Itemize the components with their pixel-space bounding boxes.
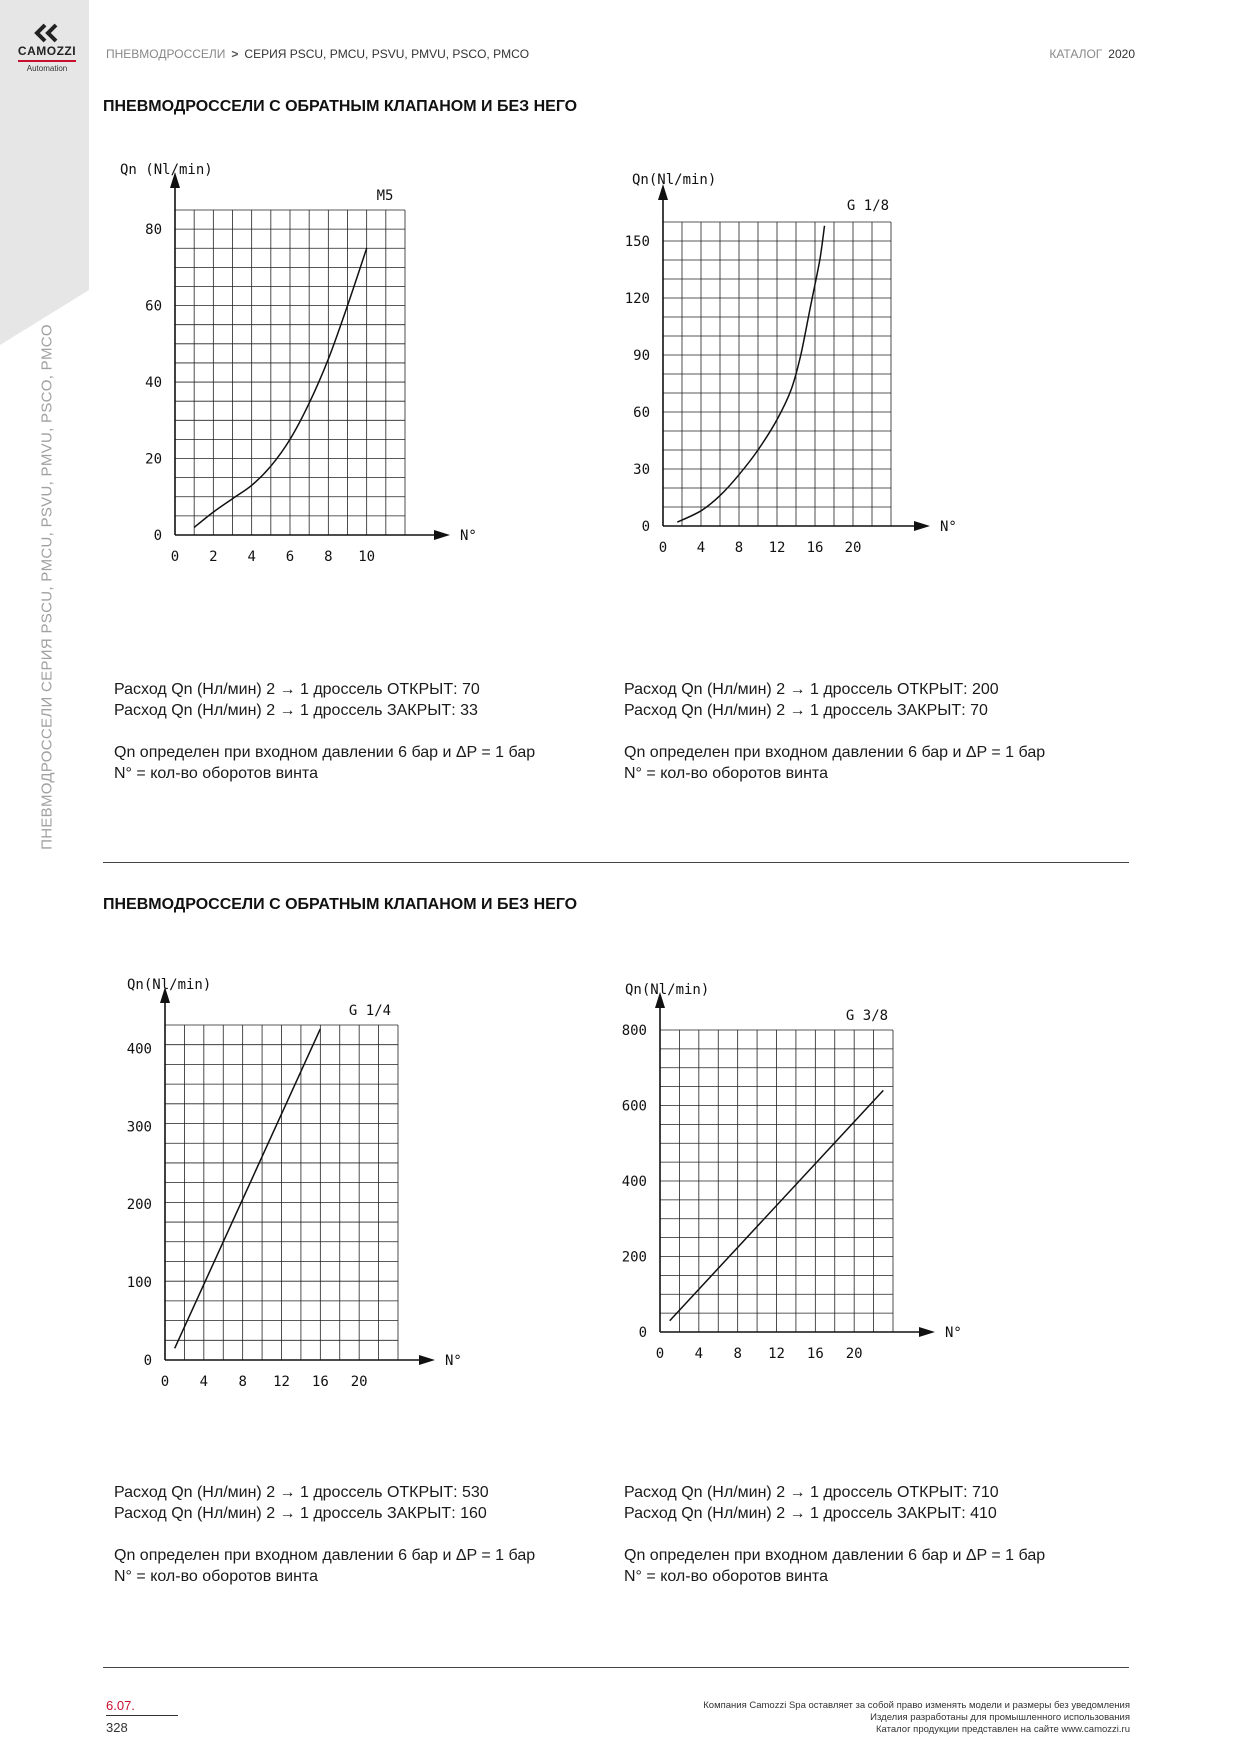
x-tick-label: 16	[311, 1374, 329, 1390]
y-tick-label: 20	[145, 451, 162, 468]
flow-note-pressure: Qn определен при входном давлении 6 бар и ΔP = 1 бар	[624, 1547, 1046, 1564]
chart-g14	[120, 975, 540, 1440]
x-axis-label: N°	[460, 528, 477, 544]
x-axis-arrow-icon	[434, 530, 450, 540]
flow-open: Расход Qn (Нл/мин) 2 → 1 дроссель ОТКРЫТ: 200	[624, 681, 999, 698]
x-tick-label: 0	[170, 549, 180, 565]
chart-title: G 3/8	[845, 1008, 889, 1024]
flow-note-pressure: Qn определен при входном давлении 6 бар и ΔP = 1 бар	[114, 1547, 536, 1564]
x-axis-label: N°	[940, 519, 957, 535]
chart-title: M5	[376, 188, 394, 204]
flow-note-turns: N° = кол-во оборотов винта	[114, 765, 318, 782]
y-tick-label: 400	[621, 1174, 647, 1190]
chart-g18	[625, 170, 1085, 630]
y-axis-label: Qn(Nl/min)	[632, 172, 717, 188]
flow-closed: Расход Qn (Нл/мин) 2 → 1 дроссель ЗАКРЫТ: 410	[624, 1505, 997, 1522]
chart-g38	[621, 980, 1085, 1440]
flow-curve	[194, 248, 367, 527]
camozzi-logo[interactable]	[12, 24, 82, 73]
y-tick-label: 0	[153, 528, 162, 544]
flow-note-pressure: Qn определен при входном давлении 6 бар и ΔP = 1 бар	[624, 744, 1046, 761]
x-tick-label: 4	[199, 1374, 209, 1390]
section-number: 6.07.	[106, 1698, 178, 1716]
y-tick-label: 200	[621, 1249, 647, 1266]
y-tick-label: 600	[621, 1098, 647, 1115]
legal-line-2: Изделия разработаны для промышленного использования	[870, 1712, 1130, 1723]
page-number: 328	[106, 1720, 128, 1735]
flow-open: Расход Qn (Нл/мин) 2 → 1 дроссель ОТКРЫТ: 530	[114, 1484, 489, 1501]
sidebar-vertical-title: ПНЕВМОДРОССЕЛИ СЕРИЯ PSCU, PMCU, PSVU, PMVU, PSCO, PMCO	[38, 324, 56, 850]
breadcrumb-parent[interactable]: ПНЕВМОДРОССЕЛИ	[106, 47, 226, 61]
chart-title: G 1/4	[348, 1003, 392, 1019]
flow-note-turns: N° = кол-во оборотов винта	[624, 765, 828, 782]
chart-m5-svg	[120, 160, 540, 650]
y-tick-label: 400	[126, 1041, 152, 1058]
legal-line-3: Каталог продукции представлен на сайте www.camozzi.ru	[876, 1724, 1130, 1735]
y-tick-label: 30	[633, 462, 650, 478]
flow-closed: Расход Qn (Нл/мин) 2 → 1 дроссель ЗАКРЫТ: 160	[114, 1505, 487, 1522]
flow-open: Расход Qn (Нл/мин) 2 → 1 дроссель ОТКРЫТ: 710	[624, 1484, 999, 1501]
flow-note-pressure: Qn определен при входном давлении 6 бар и ΔP = 1 бар	[114, 744, 536, 761]
chart-g18-svg	[625, 170, 1085, 630]
y-axis-label: Qn(Nl/min)	[127, 977, 212, 993]
x-tick-label: 20	[845, 1346, 863, 1362]
brand-name: CAMOZZI	[17, 44, 77, 58]
chart-title: G 1/8	[846, 198, 890, 214]
catalog-label	[1049, 47, 1135, 61]
x-tick-label: 16	[806, 1346, 824, 1362]
x-axis-label: N°	[445, 1353, 462, 1369]
camozzi-logo-icon	[34, 24, 60, 42]
x-tick-label: 6	[285, 549, 295, 565]
x-tick-label: 8	[733, 1346, 742, 1362]
x-axis-arrow-icon	[919, 1327, 935, 1337]
flow-closed: Расход Qn (Нл/мин) 2 → 1 дроссель ЗАКРЫТ: 33	[114, 702, 478, 719]
catalog-year: 2020	[1108, 47, 1135, 61]
x-tick-label: 0	[658, 540, 668, 556]
brand-tagline: Automation	[26, 64, 68, 73]
flow-info-m5	[114, 679, 535, 784]
x-tick-label: 0	[160, 1374, 170, 1390]
x-tick-label: 4	[694, 1346, 704, 1362]
y-tick-label: 0	[143, 1353, 152, 1369]
breadcrumb-separator: >	[231, 47, 239, 61]
x-tick-label: 12	[768, 1346, 785, 1362]
y-tick-label: 150	[624, 234, 650, 250]
x-tick-label: 12	[273, 1374, 290, 1390]
chart-g14-svg	[120, 975, 540, 1440]
x-tick-label: 8	[324, 549, 333, 565]
chart-m5	[120, 160, 540, 650]
catalog-text: КАТАЛОГ	[1049, 47, 1103, 61]
x-axis-arrow-icon	[914, 521, 930, 531]
y-tick-label: 60	[145, 298, 162, 315]
footer-page-info	[106, 1698, 178, 1735]
x-tick-label: 20	[350, 1374, 368, 1390]
section-title-1: ПНЕВМОДРОССЕЛИ С ОБРАТНЫМ КЛАПАНОМ И БЕЗ НЕГО	[103, 98, 578, 115]
flow-note-turns: N° = кол-во оборотов винта	[624, 1568, 828, 1585]
brand-underline	[18, 60, 76, 62]
y-tick-label: 120	[624, 291, 650, 307]
y-tick-label: 300	[126, 1119, 152, 1136]
x-tick-label: 12	[768, 540, 786, 556]
footer-divider	[103, 1667, 1129, 1668]
section-divider	[103, 862, 1129, 863]
flow-info-g38	[624, 1482, 1045, 1587]
y-tick-label: 0	[638, 1325, 647, 1341]
y-tick-label: 60	[633, 405, 650, 421]
y-tick-label: 90	[633, 348, 650, 364]
x-tick-label: 8	[238, 1374, 247, 1390]
y-axis-label: Qn(Nl/min)	[625, 982, 710, 998]
x-tick-label: 4	[247, 549, 256, 565]
legal-line-1: Компания Camozzi Spa оставляет за собой право изменять модели и размеры без уведомления	[703, 1700, 1130, 1711]
flow-info-g14	[114, 1482, 535, 1587]
y-tick-label: 100	[126, 1275, 152, 1292]
x-tick-label: 4	[696, 540, 706, 556]
y-axis-label: Qn (Nl/min)	[120, 162, 213, 178]
x-tick-label: 2	[209, 549, 218, 565]
y-tick-label: 80	[145, 222, 162, 239]
y-tick-label: 0	[641, 519, 650, 535]
flow-note-turns: N° = кол-во оборотов винта	[114, 1568, 318, 1585]
x-tick-label: 8	[734, 540, 744, 556]
flow-open: Расход Qn (Нл/мин) 2 → 1 дроссель ОТКРЫТ: 70	[114, 681, 480, 698]
flow-info-g18	[624, 679, 1045, 784]
y-tick-label: 40	[145, 375, 162, 392]
x-tick-label: 0	[655, 1346, 665, 1362]
x-tick-label: 10	[358, 549, 376, 565]
x-axis-label: N°	[945, 1325, 962, 1341]
x-axis-arrow-icon	[419, 1355, 435, 1365]
y-tick-label: 800	[621, 1023, 647, 1039]
x-tick-label: 16	[806, 540, 824, 556]
section-title-2: ПНЕВМОДРОССЕЛИ С ОБРАТНЫМ КЛАПАНОМ И БЕЗ НЕГО	[103, 896, 578, 913]
footer-legal	[703, 1700, 1130, 1736]
breadcrumb-current: СЕРИЯ PSCU, PMCU, PSVU, PMVU, PSCO, PMCO	[244, 47, 530, 61]
y-tick-label: 200	[126, 1197, 152, 1214]
chart-g38-svg	[621, 980, 1085, 1440]
flow-closed: Расход Qn (Нл/мин) 2 → 1 дроссель ЗАКРЫТ: 70	[624, 702, 988, 719]
x-tick-label: 20	[844, 540, 862, 556]
flow-curve	[175, 1029, 321, 1348]
breadcrumb	[106, 47, 529, 61]
